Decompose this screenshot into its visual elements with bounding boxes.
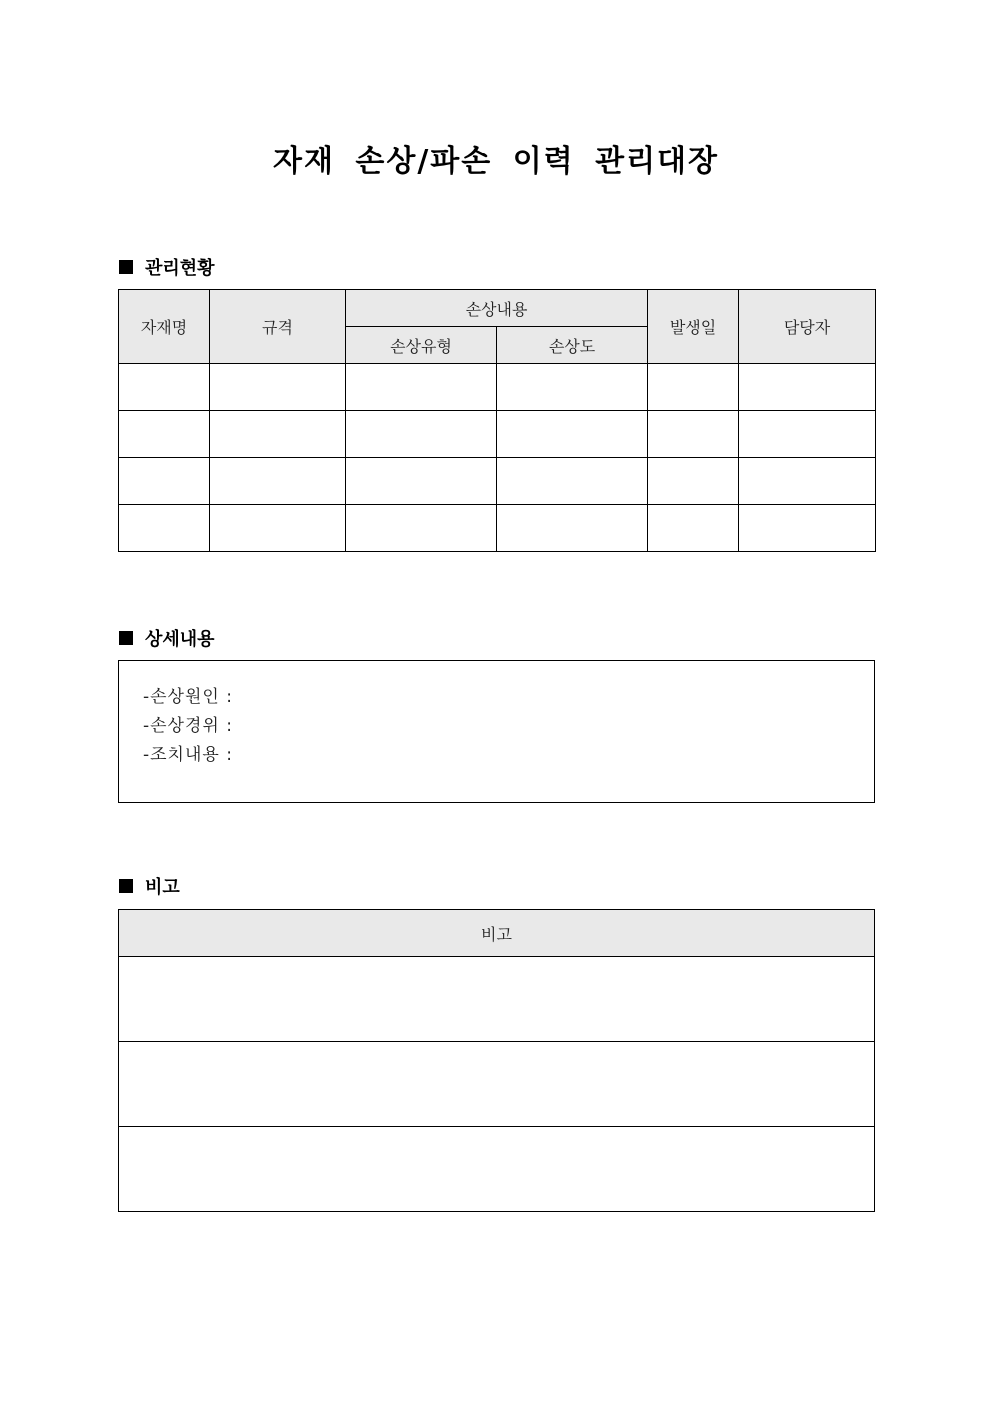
cell-manager[interactable]: [739, 364, 876, 411]
detail-label: -조치내용 :: [143, 745, 233, 765]
square-bullet-icon: [119, 879, 133, 893]
cell-date[interactable]: [648, 364, 739, 411]
cell-damage-degree[interactable]: [497, 458, 648, 505]
square-bullet-icon: [119, 260, 133, 274]
cell-spec[interactable]: [210, 411, 346, 458]
detail-line-circumstance: [143, 711, 233, 736]
cell-damage-degree[interactable]: [497, 505, 648, 552]
cell-damage-degree[interactable]: [497, 364, 648, 411]
table-row: [119, 364, 876, 411]
page-title: 자재 손상/파손 이력 관리대장: [272, 144, 720, 179]
header-spec: 규격: [210, 290, 346, 364]
header-damage-type: 손상유형: [346, 327, 497, 364]
cell-spec[interactable]: [210, 505, 346, 552]
cell-material-name[interactable]: [119, 411, 210, 458]
remarks-table: [118, 909, 875, 1212]
cell-material-name[interactable]: [119, 364, 210, 411]
table-row: [119, 411, 876, 458]
cell-damage-type[interactable]: [346, 411, 497, 458]
header-material-name: 자재명: [119, 290, 210, 364]
cell-damage-degree[interactable]: [497, 411, 648, 458]
section-heading-detail: [119, 625, 215, 651]
section-heading-label: 관리현황: [145, 258, 215, 279]
header-damage-degree: 손상도: [497, 327, 648, 364]
cell-damage-type[interactable]: [346, 458, 497, 505]
cell-damage-type[interactable]: [346, 364, 497, 411]
table-row: [119, 957, 875, 1042]
section-heading-remarks: [119, 873, 180, 899]
cell-manager[interactable]: [739, 458, 876, 505]
header-manager: 담당자: [739, 290, 876, 364]
cell-manager[interactable]: [739, 505, 876, 552]
cell-damage-type[interactable]: [346, 505, 497, 552]
header-remarks: 비고: [119, 910, 875, 957]
cell-remarks[interactable]: [119, 1127, 875, 1212]
cell-remarks[interactable]: [119, 1042, 875, 1127]
section-heading-status: [119, 254, 215, 280]
cell-remarks[interactable]: [119, 957, 875, 1042]
header-date: 발생일: [648, 290, 739, 364]
cell-material-name[interactable]: [119, 458, 210, 505]
cell-manager[interactable]: [739, 411, 876, 458]
table-row: [119, 458, 876, 505]
detail-line-action: [143, 740, 233, 765]
status-table: [118, 289, 876, 552]
cell-date[interactable]: [648, 411, 739, 458]
cell-date[interactable]: [648, 458, 739, 505]
detail-box[interactable]: [118, 660, 875, 803]
section-heading-label: 비고: [145, 877, 180, 898]
cell-spec[interactable]: [210, 364, 346, 411]
detail-label: -손상경위 :: [143, 716, 233, 736]
cell-date[interactable]: [648, 505, 739, 552]
section-heading-label: 상세내용: [145, 629, 215, 650]
detail-line-cause: [143, 682, 233, 707]
cell-material-name[interactable]: [119, 505, 210, 552]
table-row: [119, 1127, 875, 1212]
table-row: [119, 505, 876, 552]
cell-spec[interactable]: [210, 458, 346, 505]
square-bullet-icon: [119, 631, 133, 645]
table-row: [119, 1042, 875, 1127]
header-damage-content: 손상내용: [346, 290, 648, 327]
detail-label: -손상원인 :: [143, 687, 233, 707]
